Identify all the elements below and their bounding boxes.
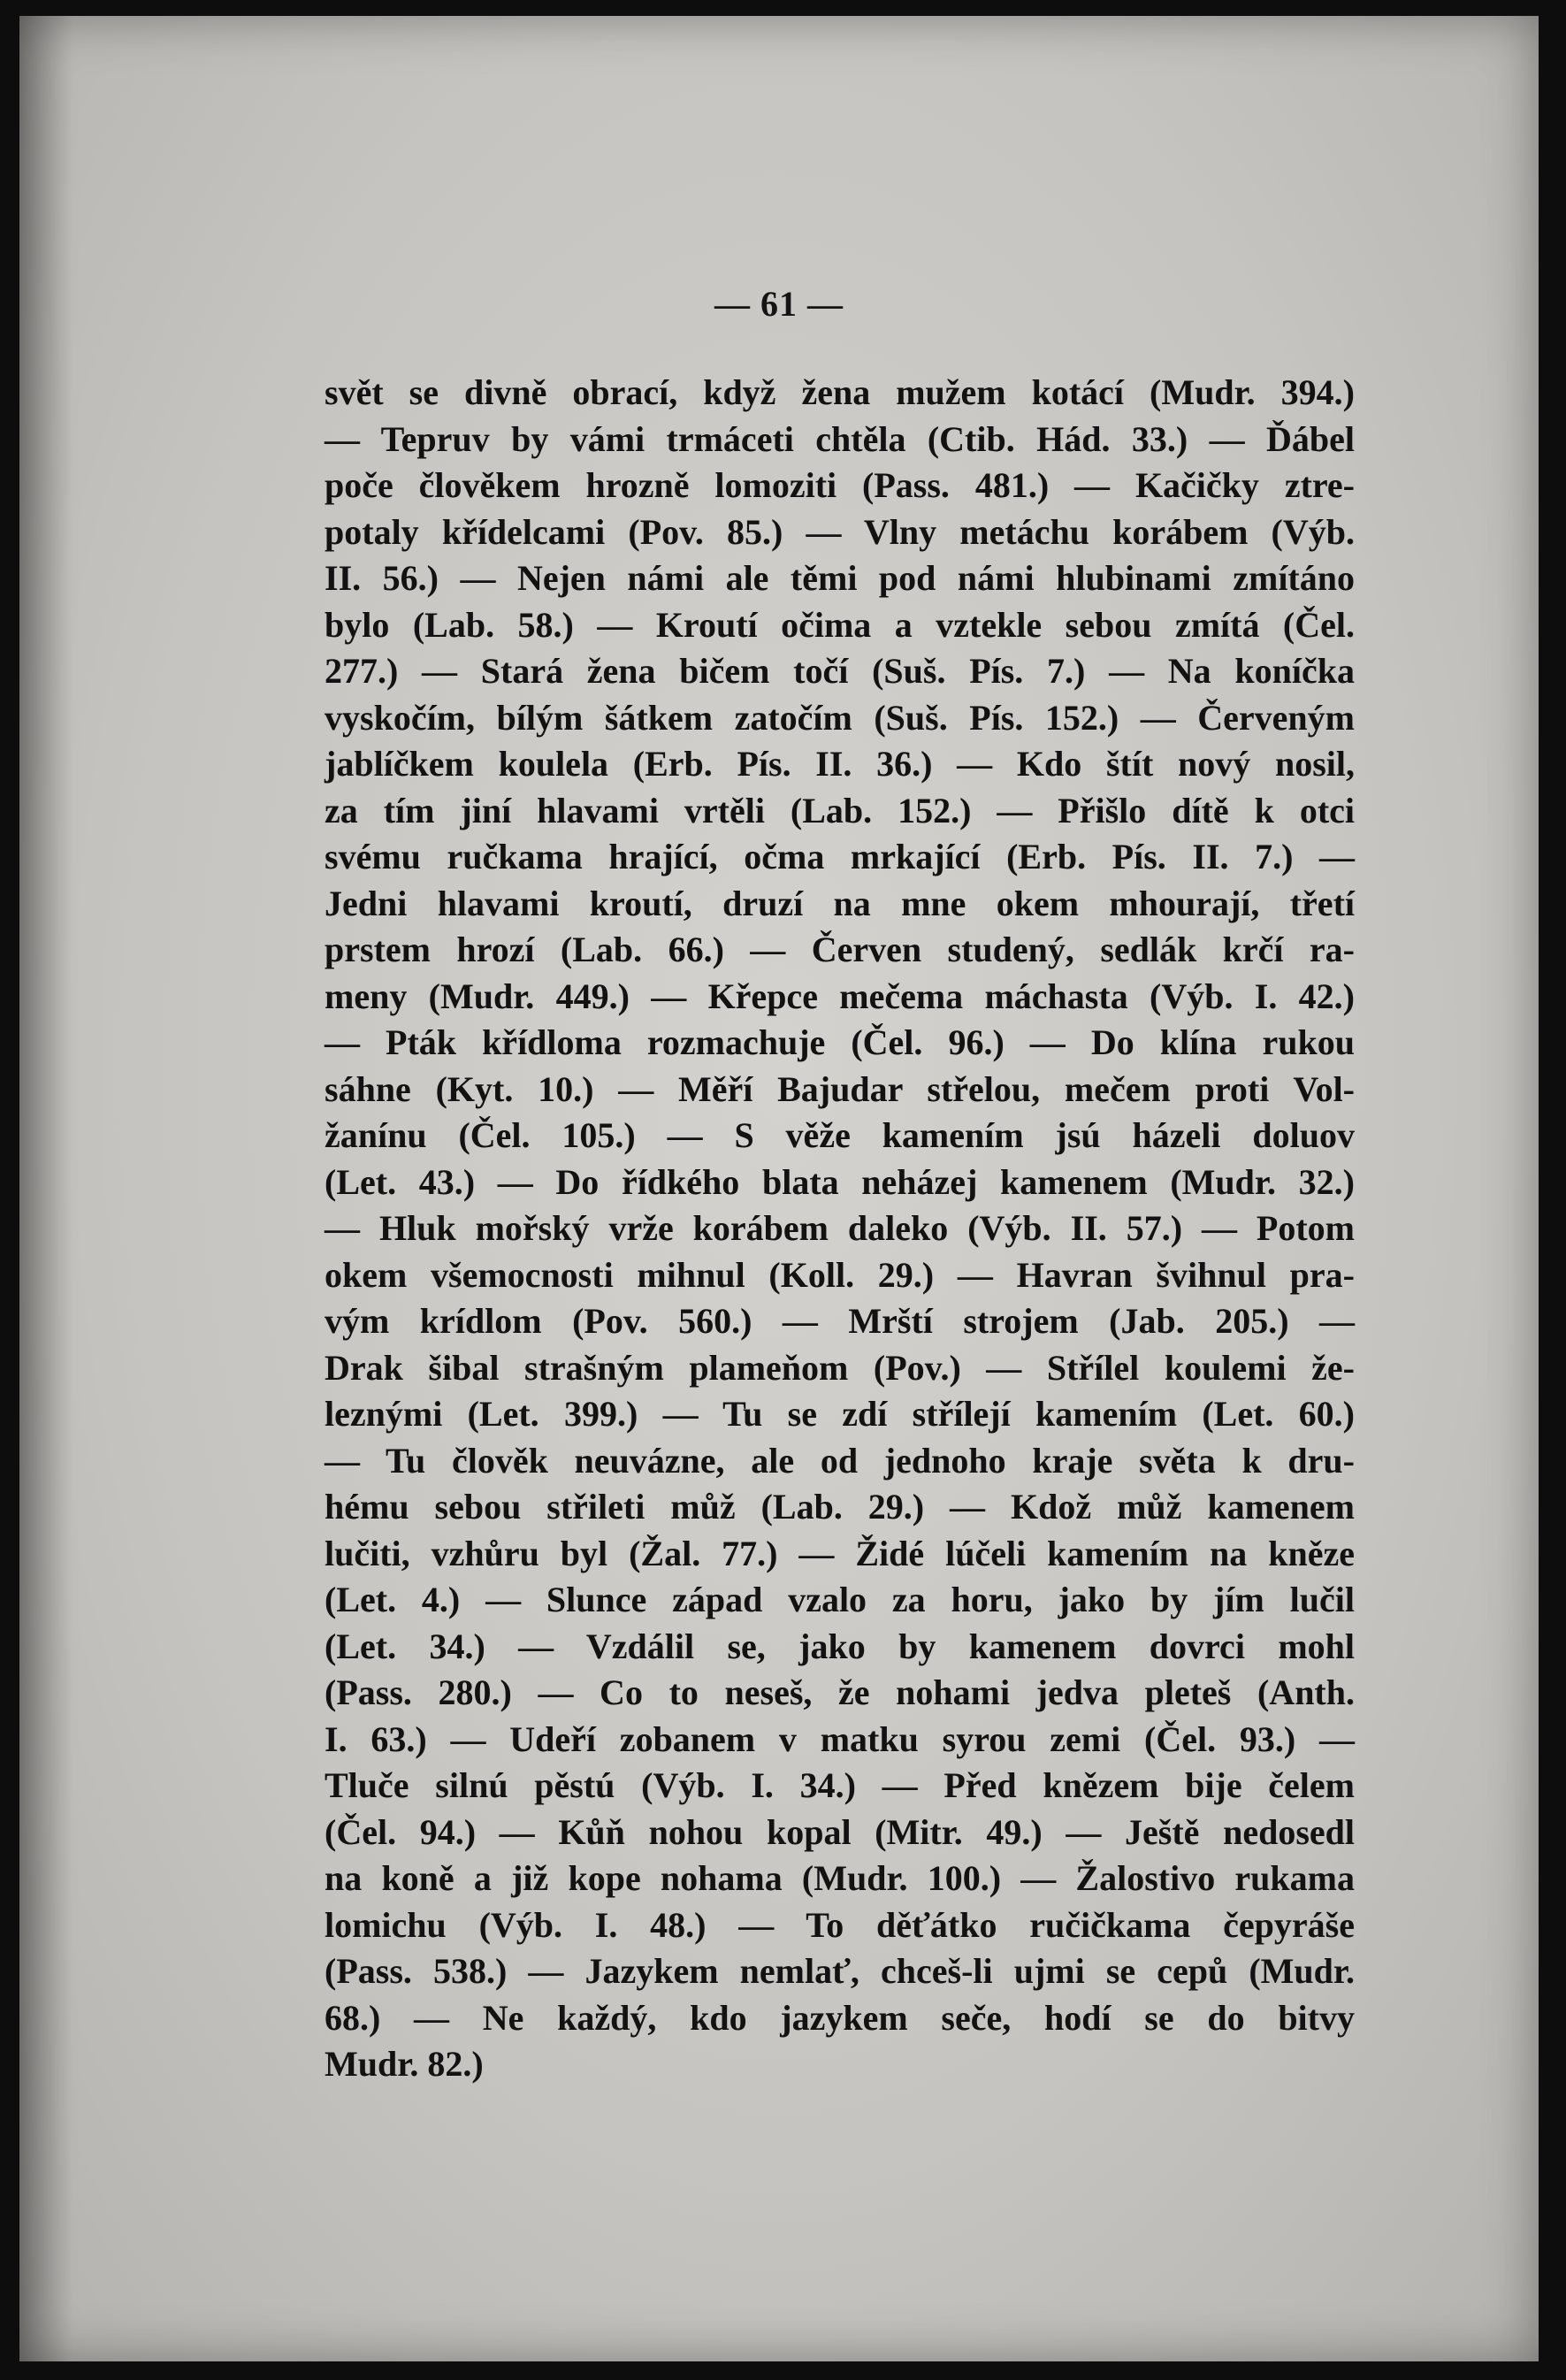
page-binding-shadow bbox=[19, 16, 73, 2361]
text-line: lučiti, vzhůru byl (Žal. 77.) — Židé lúčeli kamením na kněze bbox=[325, 1533, 1355, 1573]
book-page bbox=[19, 16, 1539, 2361]
text-line: za tím jiní hlavami vrtěli (Lab. 152.) — Přišlo dítě k otci bbox=[325, 790, 1355, 830]
text-line: leznými (Let. 399.) — Tu se zdí střílejí kamením (Let. 60.) bbox=[325, 1394, 1355, 1434]
text-line: — Pták křídloma rozmachuje (Čel. 96.) — Do klína rukou bbox=[325, 1022, 1355, 1062]
text-line: I. 63.) — Udeří zobanem v matku syrou zemi (Čel. 93.) — bbox=[325, 1718, 1355, 1759]
text-line: (Pass. 538.) — Jazykem nemlať, chceš-li ujmi se cepů (Mudr. bbox=[325, 1951, 1355, 1991]
text-line: Drak šibal strašným plameňom (Pov.) — Střílel koulemi že- bbox=[325, 1347, 1355, 1388]
text-line: Tluče silnú pěstú (Výb. I. 34.) — Před knězem bije čelem bbox=[325, 1765, 1355, 1805]
text-line: lomichu (Výb. I. 48.) — To děťátko ručičkama čepyráše bbox=[325, 1904, 1355, 1945]
text-line: II. 56.) — Nejen námi ale těmi pod námi hlubinami zmítáno bbox=[325, 558, 1355, 598]
text-line: okem všemocnosti mihnul (Koll. 29.) — Havran švihnul pra- bbox=[325, 1254, 1355, 1295]
text-line: (Let. 43.) — Do řídkého blata neházej kamenem (Mudr. 32.) bbox=[325, 1161, 1355, 1202]
text-line: sáhne (Kyt. 10.) — Měří Bajudar střelou, mečem proti Vol- bbox=[325, 1068, 1355, 1109]
text-line: jablíčkem koulela (Erb. Pís. II. 36.) — Kdo štít nový nosil, bbox=[325, 744, 1355, 784]
text-line: 277.) — Stará žena bičem točí (Suš. Pís. 7.) — Na koníčka bbox=[325, 651, 1355, 691]
text-line: poče člověkem hrozně lomoziti (Pass. 481.) — Kačičky ztre- bbox=[325, 465, 1355, 505]
text-line: — Tu člověk neuvázne, ale od jednoho kraje světa k dru- bbox=[325, 1440, 1355, 1481]
text-line: bylo (Lab. 58.) — Kroutí očima a vztekle sebou zmítá (Čel. bbox=[325, 604, 1355, 645]
text-line: (Let. 34.) — Vzdálil se, jako by kamenem dovrci mohl bbox=[325, 1626, 1355, 1666]
page-number: — 61 — bbox=[714, 284, 844, 324]
text-line: vým krídlom (Pov. 560.) — Mrští strojem (Jab. 205.) — bbox=[325, 1301, 1355, 1341]
text-line: (Pass. 280.) — Co to neseš, že nohami jedva pleteš (Anth. bbox=[325, 1672, 1355, 1712]
text-line: 68.) — Ne každý, kdo jazykem seče, hodí se do bitvy bbox=[325, 1997, 1355, 2038]
body-text bbox=[325, 370, 1355, 2088]
text-line: Jedni hlavami kroutí, druzí na mne okem mhourají, třetí bbox=[325, 883, 1355, 923]
text-line: svět se divně obrací, když žena mužem kotácí (Mudr. 394.) bbox=[325, 372, 1355, 412]
text-line: — Hluk mořský vrže korábem daleko (Výb. II. 57.) — Potom bbox=[325, 1208, 1355, 1248]
text-line: (Čel. 94.) — Kůň nohou kopal (Mitr. 49.) — Ještě nedosedl bbox=[325, 1811, 1355, 1852]
text-line: žanínu (Čel. 105.) — S věže kamením jsú házeli doluov bbox=[325, 1115, 1355, 1155]
text-line: Mudr. 82.) bbox=[325, 2044, 484, 2084]
text-line: potaly křídelcami (Pov. 85.) — Vlny metáchu korábem (Výb. bbox=[325, 511, 1355, 552]
text-line: (Let. 4.) — Slunce západ vzalo za horu, jako by jím lučil bbox=[325, 1580, 1355, 1619]
text-line: meny (Mudr. 449.) — Křepce mečema máchasta (Výb. I. 42.) bbox=[325, 976, 1355, 1016]
text-line: na koně a již kope nohama (Mudr. 100.) — Žalostivo rukama bbox=[325, 1858, 1355, 1898]
text-line: — Tepruv by vámi trmáceti chtěla (Ctib. Hád. 33.) — Ďábel bbox=[325, 418, 1355, 459]
text-line: prstem hrozí (Lab. 66.) — Červen studený, sedlák krčí ra- bbox=[325, 930, 1355, 969]
text-line: hému sebou střileti můž (Lab. 29.) — Kdož můž kamenem bbox=[325, 1487, 1355, 1527]
text-line: vyskočím, bílým šátkem zatočím (Suš. Pís. 152.) — Červeným bbox=[325, 697, 1355, 738]
text-line: svému ručkama hrající, očma mrkající (Erb. Pís. II. 7.) — bbox=[325, 837, 1355, 876]
